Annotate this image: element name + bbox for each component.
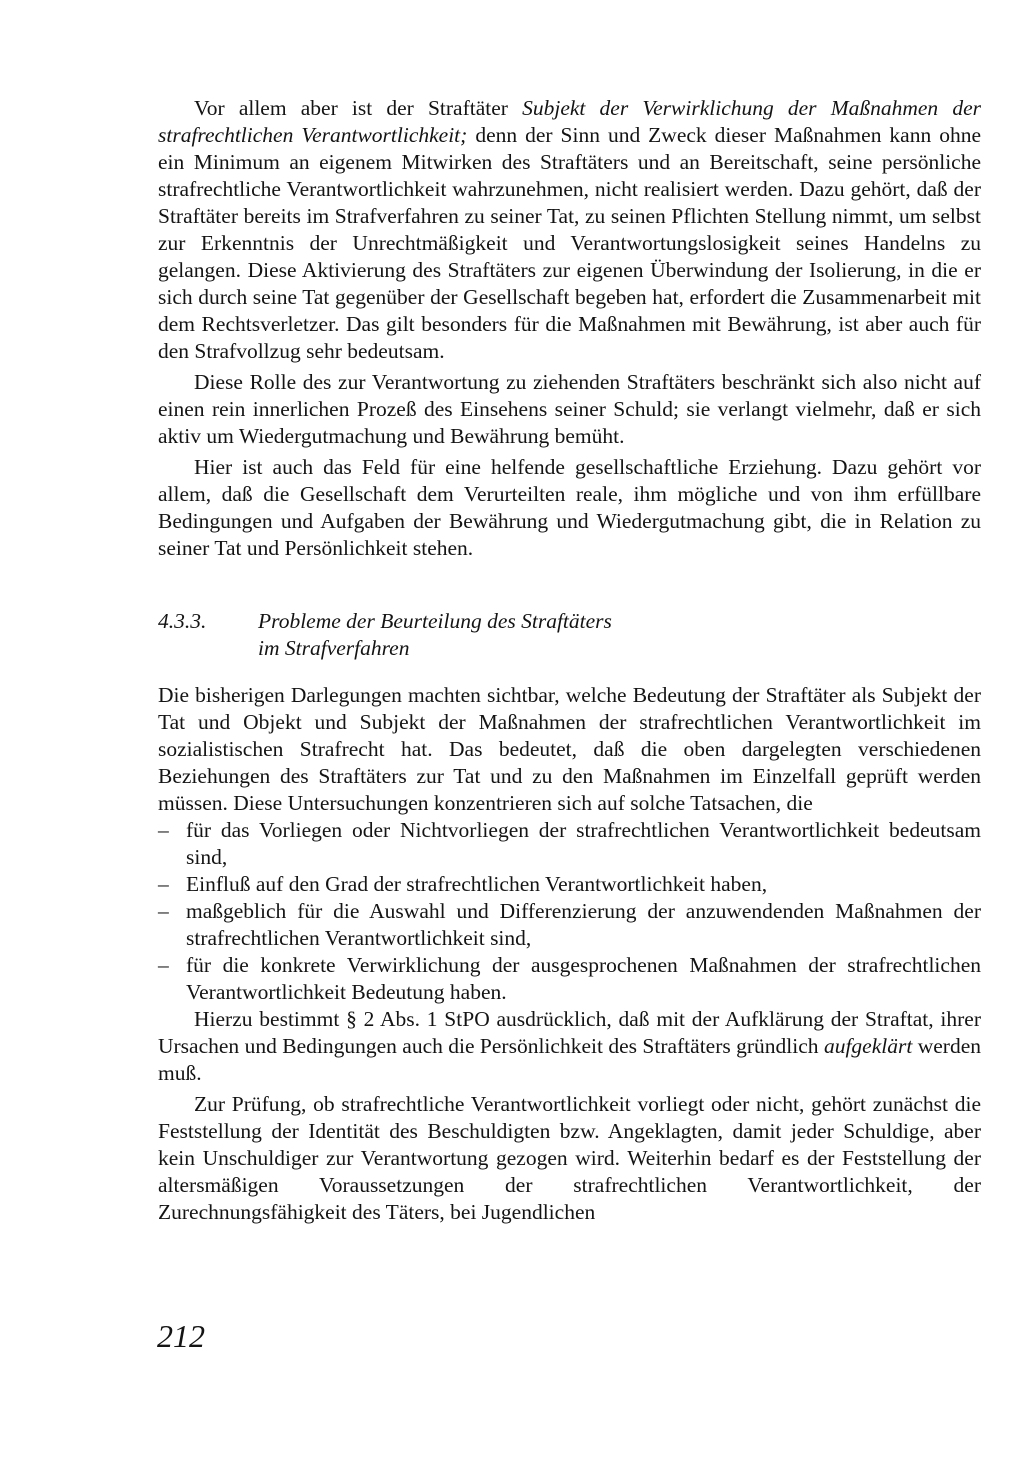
section-body <box>158 682 981 1226</box>
dash-bullet: – <box>158 953 169 977</box>
dash-bullet: – <box>158 818 169 842</box>
section-title-line: Probleme der Beurteilung des Straftäters <box>258 609 612 633</box>
list-item-text: Einfluß auf den Grad der strafrechtlichen Verantwortlichkeit haben, <box>186 872 768 896</box>
paragraph-helping-education: Hier ist auch das Feld für eine helfende gesellschaftliche Erziehung. Dazu gehört vor allem, daß die Gesellschaft dem Verurteilten reale, ihm mögliche und von ihm erfüllbare Bedingungen und Aufgaben der Bewährung und Wiedergutmachung gibt, die in Relation zu seiner Tat und Persönlichkeit stehen. <box>158 455 981 560</box>
italic-emphasis: aufgeklärt <box>823 1034 913 1058</box>
section-number: 4.3.3. <box>158 609 207 633</box>
list-item <box>158 952 981 1006</box>
list-item <box>158 817 981 871</box>
section-heading <box>158 608 981 682</box>
section-title <box>258 608 958 662</box>
text-run: denn der Sinn und Zweck dieser Maßnahmen kann ohne ein Minimum an eigenem Mitwirken des Straftäters und an Bereitschaft, seine persönliche strafrechtliche Verantwortlichkeit wahrzunehmen, nicht realisiert werden. Dazu gehört, daß der Straftäter bereits im Strafverfahren zu seiner Tat, zu seinen Pflichten Stellung nimmt, um selbst zur Erkenntnis der Unrechtmäßigkeit und Verantwortungslosigkeit seines Handelns zu gelangen. Diese Aktivierung des Straftäters zur eigenen Überwindung der Isolierung, in die er sich durch seine Tat gegenüber der Gesellschaft begeben hat, erfordert die Zusammenarbeit mit dem Rechtsverletzer. Das gilt besonders für die Maßnahmen mit Bewährung, ist aber auch für den Strafvollzug sehr bedeutsam. <box>158 123 981 363</box>
section-title-line: im Strafverfahren <box>258 636 410 660</box>
paragraph-role-of-offender: Diese Rolle des zur Verantwortung zu ziehenden Straftäters beschränkt sich also nicht auf einen rein innerlichen Prozeß des Einsehens seiner Schuld; sie verlangt vielmehr, daß er sich aktiv um Wiedergutmachung und Bewährung bemüht. <box>158 370 981 448</box>
text-run: Vor allem aber ist der Straftäter <box>194 96 523 120</box>
text-run: Hierzu bestimmt § 2 Abs. 1 StPO ausdrücklich, daß mit der Aufklärung der Straftat, ihrer Ursachen und Bedingungen auch die Persönlichkeit des Straftäters gründlich <box>158 1007 981 1058</box>
page-number: 212 <box>157 1318 205 1354</box>
list-item-text: für das Vorliegen oder Nichtvorliegen der strafrechtlichen Verantwortlichkeit bedeutsam sind, <box>186 818 981 869</box>
list-item-text: für die konkrete Verwirklichung der ausgesprochenen Maßnahmen der strafrechtlichen Verantwortlichkeit Bedeutung haben. <box>186 953 981 1004</box>
paragraph-stpo <box>158 1006 981 1087</box>
italic-emphasis: Subjekt der Verwirklichung der Maßnahmen der strafrechtlichen Verantwortlichkeit; <box>158 96 981 147</box>
paragraph-intro: Die bisherigen Darlegungen machten sichtbar, welche Bedeutung der Straftäter als Subjekt der Tat und Objekt und Subjekt der Maßnahmen der strafrechtlichen Verantwortlichkeit im sozialistischen Strafrecht hat. Das bedeutet, daß die oben dargelegten verschiedenen Beziehungen des Straftäters zur Tat und zu den Maßnahmen im Einzelfall geprüft werden müssen. Diese Untersuchungen konzentrieren sich auf solche Tatsachen, die <box>158 683 981 815</box>
dash-list <box>158 817 981 1006</box>
list-item <box>158 871 981 898</box>
dash-bullet: – <box>158 872 169 896</box>
dash-bullet: – <box>158 899 169 923</box>
list-item-text: maßgeblich für die Auswahl und Differenzierung der anzuwendenden Maßnahmen der strafrechtlichen Verantwortlichkeit sind, <box>186 899 981 950</box>
paragraph-subject-of-measures <box>158 95 981 365</box>
text-run: werden muß. <box>158 1034 981 1085</box>
paragraph-examination: Zur Prüfung, ob strafrechtliche Verantwortlichkeit vorliegt oder nicht, gehört zunächst die Feststellung der Identität des Beschuldigten bzw. Angeklagten, damit jeder Schuldige, aber kein Unschuldiger zur Verantwortung gezogen wird. Weiterhin bedarf es der Feststellung der altersmäßigen Voraussetzungen der strafrechtlichen Verantwortlichkeit, der Zurechnungsfähigkeit des Täters, bei Jugendlichen <box>158 1092 981 1224</box>
page-body <box>158 95 981 1226</box>
list-item <box>158 898 981 952</box>
